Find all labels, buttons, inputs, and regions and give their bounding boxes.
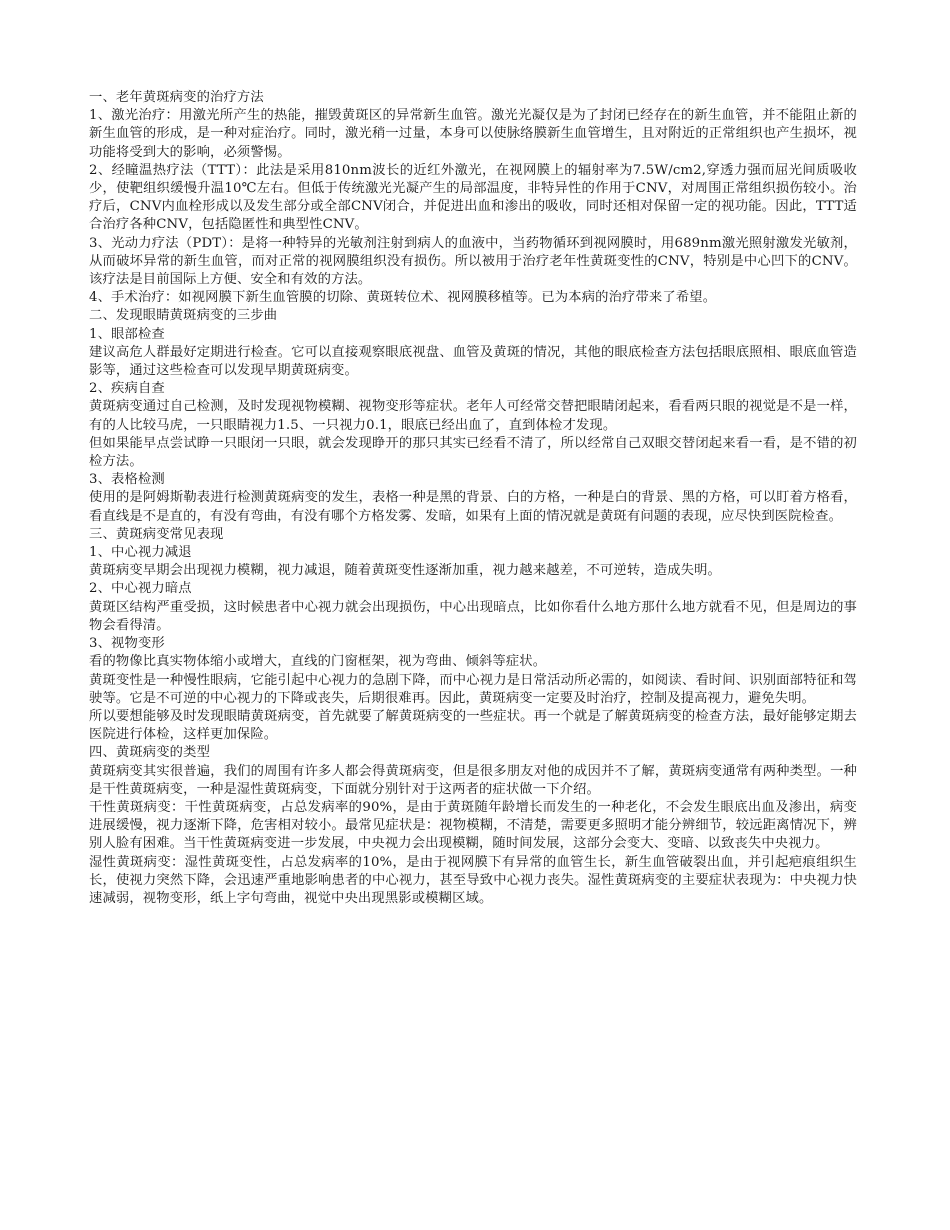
paragraph-eye-exam: 建议高危人群最好定期进行检查。它可以直接观察眼底视盘、血管及黄斑的情况，其他的眼底检查方法包括眼底照相、眼底血管造影等，通过这些检查可以发现早期黄斑病变。 [89,344,857,379]
paragraph-early-detection: 所以要想能够及时发现眼睛黄斑病变，首先就要了解黄斑病变的一些症状。再一个就是了解黄斑病变的检查方法，最好能够定期去医院进行体检，这样更加保险。 [89,708,857,743]
subheading-grid-test: 3、表格检测 [89,472,165,488]
paragraph-distortion: 看的物像比真实物体缩小或增大，直线的门窗框架，视为弯曲、倾斜等症状。 [89,654,547,670]
subheading-self-check: 2、疾病自查 [89,381,165,397]
paragraph-central-vision-loss: 黄斑病变早期会出现视力模糊，视力减退，随着黄斑变性逐渐加重，视力越来越差，不可逆转，造成失明。 [89,563,722,579]
subheading-distortion: 3、视物变形 [89,636,165,652]
section-heading-types: 四、黄斑病变的类型 [89,745,211,761]
paragraph-self-check-tip: 但如果能早点尝试睁一只眼闭一只眼，就会发现睁开的那只其实已经看不清了，所以经常自己双眼交替闭起来看一看，是不错的初检方法。 [89,435,857,470]
subheading-eye-exam: 1、眼部检查 [89,326,165,342]
section-heading-treatment: 一、老年黄斑病变的治疗方法 [89,90,264,105]
subheading-central-vision-loss: 1、中心视力减退 [89,545,192,561]
paragraph-ttt-treatment: 2、经瞳温热疗法（TTT）：此法是采用810nm波长的近红外激光，在视网膜上的辐射率为7.5W/cm2,穿透力强而屈光间质吸收少，使靶组织缓慢升温10℃左右。但低于传统激光光凝产生的局部温度，非特异性的作用于CNV，对周围正常组织损伤较小。治疗后，CNV内血栓形成以及发生部分或全部CNV闭合，并促进出血和渗出的吸收，同时还相对保留一定的视功能。因此，TTT适合治疗各种CNV，包括隐匿性和典型性CNV。 [89,162,857,233]
paragraph-types-intro: 黄斑病变其实很普遍，我们的周围有许多人都会得黄斑病变，但是很多朋友对他的成因并不了解，黄斑病变通常有两种类型。一种是干性黄斑病变，一种是湿性黄斑病变，下面就分别针对于这两者的症状做一下介绍。 [89,763,857,797]
section-heading-symptoms: 三、黄斑病变常见表现 [89,526,224,542]
paragraph-dry-type: 干性黄斑病变：干性黄斑病变，占总发病率的90%，是由于黄斑随年龄增长而发生的一种老化，不会发生眼底出血及渗出，病变进展缓慢，视力逐渐下降，危害相对较小。最常见症状是：视物模糊，不清楚，需要更多照明才能分辨细节，较远距离情况下，辨别人脸有困难。当干性黄斑病变进一步发展，中央视力会出现模糊，随时间发展，这部分会变大、变暗、以致丧失中央视力。 [89,799,857,852]
paragraph-self-check: 黄斑病变通过自己检测，及时发现视物模糊、视物变形等症状。老年人可经常交替把眼睛闭起来，看看两只眼的视觉是不是一样，有的人比较马虎，一只眼睛视力1.5、一只视力0.1，眼底已经出血了，直到体检才发现。 [89,399,857,433]
subheading-central-dark-spot: 2、中心视力暗点 [89,581,192,597]
paragraph-pdt-treatment: 3、光动力疗法（PDT）：是将一种特异的光敏剂注射到病人的血液中，当药物循环到视网膜时，用689nm激光照射激发光敏剂，从而破坏异常的新生血管，而对正常的视网膜组织没有损伤。所以被用于治疗老年性黄斑变性的CNV，特别是中心凹下的CNV。该疗法是目前国际上方便、安全和有效的方法。 [89,235,857,288]
paragraph-grid-test: 使用的是阿姆斯勒表进行检测黄斑病变的发生，表格一种是黑的背景、白的方格，一种是白的背景、黑的方格，可以盯着方格看，看直线是不是直的，有没有弯曲，有没有哪个方格发雾、发暗，如果有上面的情况就是黄斑有问题的表现，应尽快到医院检查。 [89,490,857,524]
paragraph-chronic-disease: 黄斑变性是一种慢性眼病，它能引起中心视力的急剧下降，而中心视力是日常活动所必需的，如阅读、看时间、识别面部特征和驾驶等。它是不可逆的中心视力的下降或丧失，后期很难再。因此，黄斑病变一定要及时治疗，控制及提高视力，避免失明。 [89,672,857,706]
paragraph-surgery-treatment: 4、手术治疗：如视网膜下新生血管膜的切除、黄斑转位术、视网膜移植等。已为本病的治疗带来了希望。 [89,290,717,306]
paragraph-central-dark-spot: 黄斑区结构严重受损，这时候患者中心视力就会出现损伤，中心出现暗点，比如你看什么地方那什么地方就看不见，但是周边的事物会看得清。 [89,599,857,633]
paragraph-laser-treatment: 1、激光治疗：用激光所产生的热能，摧毁黄斑区的异常新生血管。激光光凝仅是为了封闭已经存在的新生血管，并不能阻止新的新生血管的形成，是一种对症治疗。同时，激光稍一过量，本身可以使脉络膜新生血管增生，且对附近的正常组织也产生损坏，视功能将受到大的影响，必须警惕。 [89,108,857,160]
paragraph-wet-type: 湿性黄斑病变：湿性黄斑变性，占总发病率的10%，是由于视网膜下有异常的血管生长，新生血管破裂出血，并引起疤痕组织生长，使视力突然下降，会迅速严重地影响患者的中心视力，甚至导致中心视力丧失。湿性黄斑病变的主要症状表现为：中央视力快速减弱，视物变形，纸上字句弯曲，视觉中央出现黑影或模糊区域。 [89,854,857,906]
document-body [89,89,857,908]
section-heading-three-steps: 二、发现眼睛黄斑病变的三步曲 [89,308,278,324]
